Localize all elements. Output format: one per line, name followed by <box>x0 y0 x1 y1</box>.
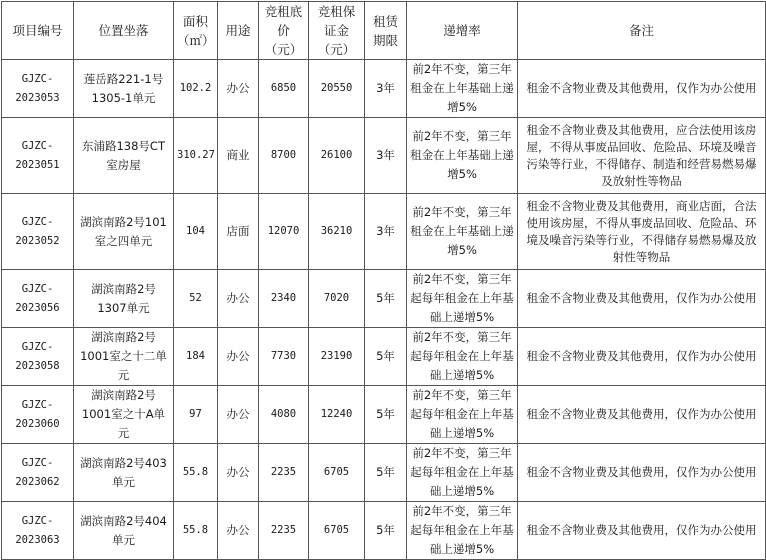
table-row <box>2 118 766 194</box>
cell-area: 310.27 <box>174 118 218 194</box>
cell-deposit: 12240 <box>309 386 365 444</box>
cell-base-price: 2340 <box>259 270 309 328</box>
cell-remark: 租金不含物业费及其他费用，应合法使用该房屋，不得从事废品回收、危险品、环境及噪音污染等行业，不得储存、制造和经营易燃易爆及放射性等物品 <box>518 118 766 194</box>
cell-area: 102.2 <box>174 60 218 118</box>
cell-code: GJZC-2023052 <box>2 194 74 270</box>
cell-area: 52 <box>174 270 218 328</box>
cell-base-price: 2235 <box>259 502 309 560</box>
cell-term: 5年 <box>365 502 407 560</box>
cell-remark: 租金不含物业费及其他费用，仅作为办公使用 <box>518 270 766 328</box>
cell-use: 办公 <box>218 60 259 118</box>
header-location: 位置坐落 <box>74 2 174 60</box>
cell-area: 104 <box>174 194 218 270</box>
cell-area: 55.8 <box>174 444 218 502</box>
cell-deposit: 20550 <box>309 60 365 118</box>
cell-deposit: 36210 <box>309 194 365 270</box>
cell-base-price: 8700 <box>259 118 309 194</box>
header-remark: 备注 <box>518 2 766 60</box>
cell-deposit: 26100 <box>309 118 365 194</box>
cell-rate: 前2年不变，第三年起每年租金在上年基础上递增5% <box>407 270 518 328</box>
cell-base-price: 7730 <box>259 328 309 386</box>
cell-rate: 前2年不变，第三年租金在上年基础上递增5% <box>407 60 518 118</box>
cell-base-price: 2235 <box>259 444 309 502</box>
cell-remark: 租金不含物业费及其他费用，仅作为办公使用 <box>518 328 766 386</box>
cell-term: 3年 <box>365 60 407 118</box>
cell-rate: 前2年不变，第三年起每年租金在上年基础上递增5% <box>407 328 518 386</box>
cell-area: 55.8 <box>174 502 218 560</box>
cell-remark: 租金不含物业费及其他费用，仅作为办公使用 <box>518 60 766 118</box>
cell-term: 3年 <box>365 118 407 194</box>
header-use: 用途 <box>218 2 259 60</box>
header-base-price: 竞租底价（元） <box>259 2 309 60</box>
cell-term: 5年 <box>365 270 407 328</box>
table-row <box>2 386 766 444</box>
cell-deposit: 23190 <box>309 328 365 386</box>
cell-term: 5年 <box>365 328 407 386</box>
cell-rate: 前2年不变，第三年起每年租金在上年基础上递增5% <box>407 386 518 444</box>
cell-location: 湖滨南路2号403单元 <box>74 444 174 502</box>
cell-rate: 前2年不变，第三年起每年租金在上年基础上递增5% <box>407 444 518 502</box>
cell-code: GJZC-2023062 <box>2 444 74 502</box>
header-rate: 递增率 <box>407 2 518 60</box>
cell-remark: 租金不含物业费及其他费用，商业店面，合法使用该房屋，不得从事废品回收、危险品、环境及噪音污染等行业，不得储存易燃易爆及放射性等物品 <box>518 194 766 270</box>
cell-base-price: 6850 <box>259 60 309 118</box>
table-row <box>2 328 766 386</box>
header-deposit: 竞租保证金（元） <box>309 2 365 60</box>
cell-base-price: 4080 <box>259 386 309 444</box>
cell-base-price: 12070 <box>259 194 309 270</box>
table-row <box>2 194 766 270</box>
table-row <box>2 60 766 118</box>
cell-area: 184 <box>174 328 218 386</box>
lease-table <box>1 1 766 560</box>
cell-rate: 前2年不变，第三年租金在上年基础上递增5% <box>407 118 518 194</box>
cell-area: 97 <box>174 386 218 444</box>
cell-location: 东浦路138号CT室房屋 <box>74 118 174 194</box>
cell-rate: 前2年不变，第三年起每年租金在上年基础上递增5% <box>407 502 518 560</box>
cell-location: 湖滨南路2号101室之四单元 <box>74 194 174 270</box>
cell-code: GJZC-2023056 <box>2 270 74 328</box>
cell-use: 办公 <box>218 328 259 386</box>
cell-location: 湖滨南路2号1307单元 <box>74 270 174 328</box>
cell-code: GJZC-2023063 <box>2 502 74 560</box>
cell-code: GJZC-2023060 <box>2 386 74 444</box>
cell-use: 商业 <box>218 118 259 194</box>
header-area: 面积（㎡） <box>174 2 218 60</box>
cell-location: 湖滨南路2号1001室之十A单元 <box>74 386 174 444</box>
cell-remark: 租金不含物业费及其他费用，仅作为办公使用 <box>518 444 766 502</box>
cell-use: 办公 <box>218 386 259 444</box>
cell-deposit: 7020 <box>309 270 365 328</box>
cell-use: 办公 <box>218 502 259 560</box>
cell-use: 店面 <box>218 194 259 270</box>
table-row <box>2 444 766 502</box>
header-term: 租赁期限 <box>365 2 407 60</box>
table-row <box>2 502 766 560</box>
cell-remark: 租金不含物业费及其他费用，仅作为办公使用 <box>518 502 766 560</box>
cell-use: 办公 <box>218 270 259 328</box>
cell-deposit: 6705 <box>309 502 365 560</box>
header-code: 项目编号 <box>2 2 74 60</box>
cell-deposit: 6705 <box>309 444 365 502</box>
cell-term: 5年 <box>365 444 407 502</box>
cell-location: 莲岳路221-1号1305-1单元 <box>74 60 174 118</box>
cell-use: 办公 <box>218 444 259 502</box>
header-row <box>2 2 766 60</box>
cell-term: 3年 <box>365 194 407 270</box>
cell-code: GJZC-2023053 <box>2 60 74 118</box>
cell-code: GJZC-2023058 <box>2 328 74 386</box>
table-row <box>2 270 766 328</box>
cell-code: GJZC-2023051 <box>2 118 74 194</box>
cell-remark: 租金不含物业费及其他费用，仅作为办公使用 <box>518 386 766 444</box>
cell-rate: 前2年不变，第三年租金在上年基础上递增5% <box>407 194 518 270</box>
cell-term: 5年 <box>365 386 407 444</box>
cell-location: 湖滨南路2号404单元 <box>74 502 174 560</box>
cell-location: 湖滨南路2号1001室之十二单元 <box>74 328 174 386</box>
